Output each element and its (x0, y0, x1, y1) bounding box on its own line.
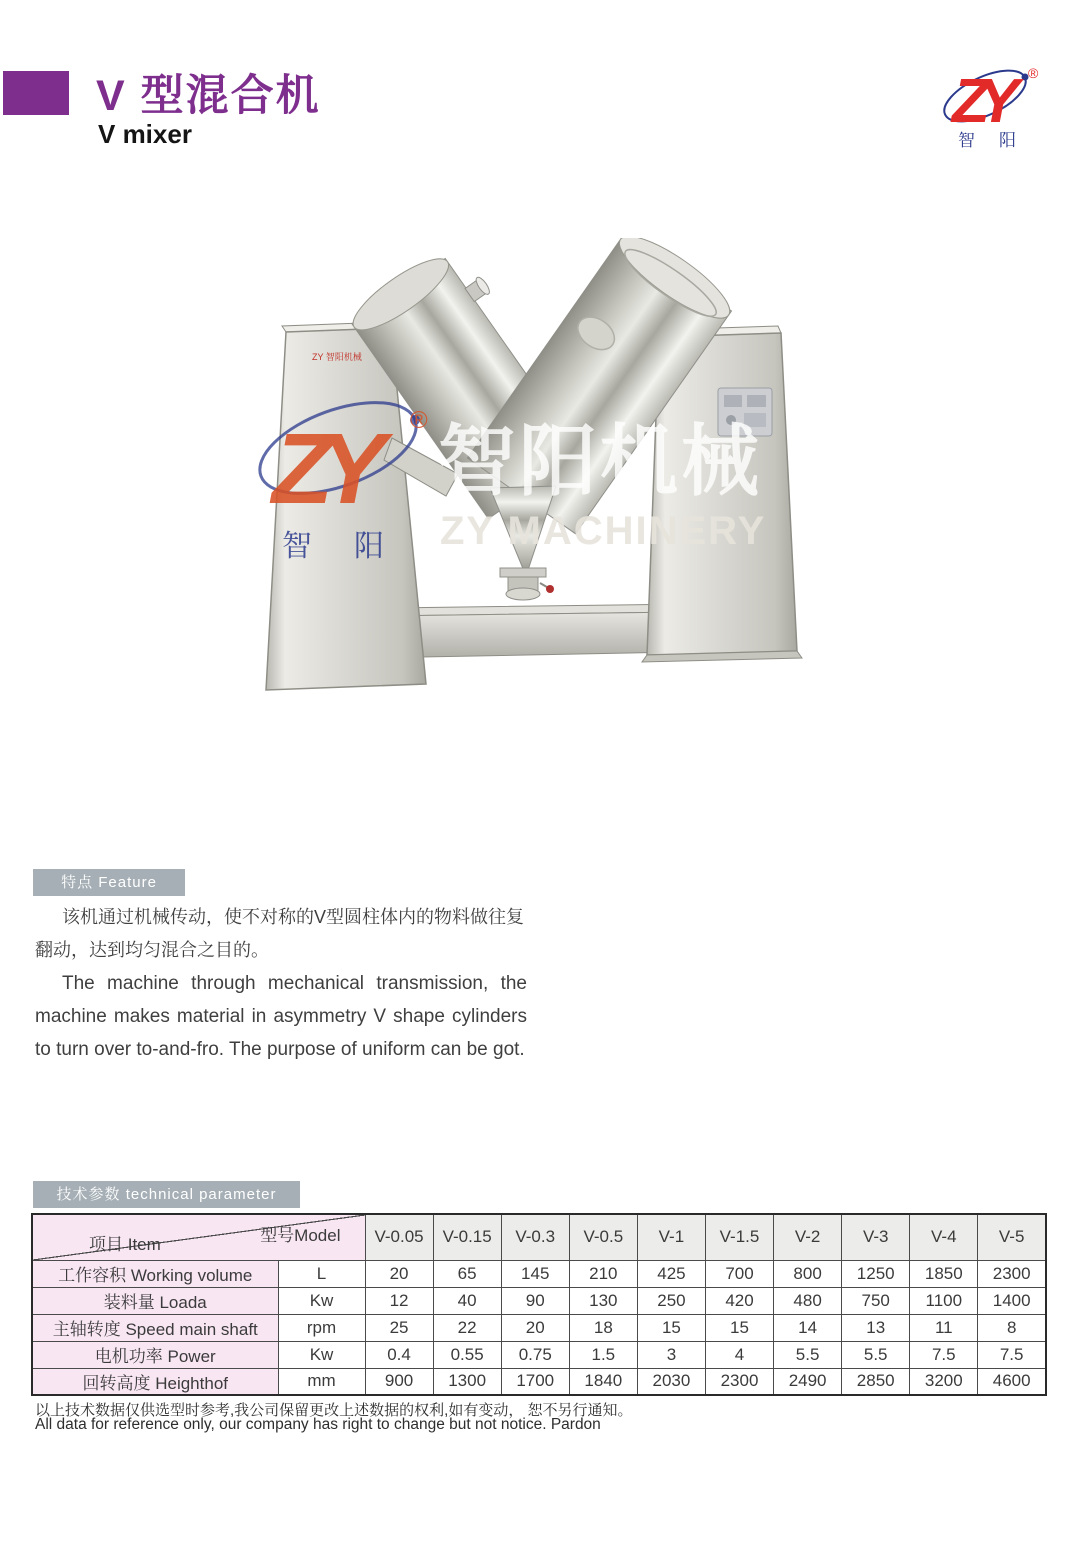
model-header-V-0.3: V-0.3 (501, 1214, 569, 1260)
value-cell: 2300 (705, 1368, 773, 1395)
value-cell: 1400 (978, 1287, 1046, 1314)
row-unit: mm (278, 1368, 365, 1395)
value-cell: 40 (433, 1287, 501, 1314)
value-cell: 65 (433, 1260, 501, 1287)
page-title: V 型混合机 (96, 72, 321, 120)
value-cell: 1.5 (569, 1341, 637, 1368)
value-cell: 0.55 (433, 1341, 501, 1368)
value-cell: 18 (569, 1314, 637, 1341)
value-cell: 5.5 (774, 1341, 842, 1368)
model-header-V-0.5: V-0.5 (569, 1214, 637, 1260)
logo-registered: ® (1028, 65, 1039, 81)
value-cell: 4600 (978, 1368, 1046, 1395)
value-cell: 2850 (842, 1368, 910, 1395)
model-header-V-1: V-1 (637, 1214, 705, 1260)
value-cell: 8 (978, 1314, 1046, 1341)
value-cell: 22 (433, 1314, 501, 1341)
model-header-V-4: V-4 (910, 1214, 978, 1260)
value-cell: 20 (365, 1260, 433, 1287)
value-cell: 900 (365, 1368, 433, 1395)
watermark-logo-zy: ZY (272, 413, 372, 525)
model-header-V-2: V-2 (774, 1214, 842, 1260)
value-cell: 5.5 (842, 1341, 910, 1368)
model-header-V-1.5: V-1.5 (705, 1214, 773, 1260)
row-unit: L (278, 1260, 365, 1287)
valve-handle (546, 585, 554, 593)
value-cell: 1840 (569, 1368, 637, 1395)
watermark-logo-registered: ® (410, 407, 428, 434)
corner-item-label: 项目 Item (89, 1234, 161, 1254)
value-cell: 7.5 (910, 1341, 978, 1368)
value-cell: 0.4 (365, 1341, 433, 1368)
feature-badge: 特点 Feature (33, 869, 185, 896)
value-cell: 480 (774, 1287, 842, 1314)
feature-paragraph-cn: 该机通过机械传动，使不对称的V型圆柱体内的物料做往复翻动，达到均匀混合之目的。 (35, 907, 525, 960)
value-cell: 7.5 (978, 1341, 1046, 1368)
value-cell: 750 (842, 1287, 910, 1314)
value-cell: 3200 (910, 1368, 978, 1395)
value-cell: 425 (637, 1260, 705, 1287)
value-cell: 800 (774, 1260, 842, 1287)
value-cell: 250 (637, 1287, 705, 1314)
logo-zy-text: ZY (952, 67, 1008, 136)
page-subtitle: V mixer (98, 119, 192, 149)
feature-text-block (35, 901, 527, 1066)
value-cell: 1300 (433, 1368, 501, 1395)
table-row (32, 1314, 1046, 1341)
value-cell: 11 (910, 1314, 978, 1341)
tech-parameter-table (31, 1213, 1047, 1396)
pedestal-brand-label: ZY 智阳机械 (312, 352, 362, 362)
value-cell: 2030 (637, 1368, 705, 1395)
value-cell: 25 (365, 1314, 433, 1341)
value-cell: 20 (501, 1314, 569, 1341)
value-cell: 3 (637, 1341, 705, 1368)
table-header-row (32, 1214, 1046, 1260)
row-label: 主轴转度 Speed main shaft (32, 1314, 278, 1341)
table-row (32, 1341, 1046, 1368)
corner-model-label: 型号Model (260, 1226, 341, 1245)
table-row (32, 1260, 1046, 1287)
model-header-V-5: V-5 (978, 1214, 1046, 1260)
value-cell: 12 (365, 1287, 433, 1314)
table-row (32, 1368, 1046, 1395)
value-cell: 0.75 (501, 1341, 569, 1368)
row-label: 回转高度 Heighthof (32, 1368, 278, 1395)
model-header-V-3: V-3 (842, 1214, 910, 1260)
product-image-v-mixer (250, 238, 810, 713)
row-label: 装料量 Loada (32, 1287, 278, 1314)
value-cell: 1850 (910, 1260, 978, 1287)
model-header-V-0.15: V-0.15 (433, 1214, 501, 1260)
row-unit: rpm (278, 1314, 365, 1341)
value-cell: 210 (569, 1260, 637, 1287)
disclaimer-en: All data for reference only, our company has right to change but not notice. Pardon (35, 1416, 601, 1433)
table-row (32, 1287, 1046, 1314)
watermark-logo-cn: 智阳 (282, 530, 426, 563)
tech-parameter-badge: 技术参数 technical parameter (33, 1181, 300, 1208)
value-cell: 13 (842, 1314, 910, 1341)
row-unit: Kw (278, 1341, 365, 1368)
value-cell: 15 (637, 1314, 705, 1341)
table-corner-cell (32, 1214, 365, 1260)
value-cell: 15 (705, 1314, 773, 1341)
value-cell: 90 (501, 1287, 569, 1314)
watermark-text-en: ZY MACHINERY (440, 509, 767, 553)
title-accent-block (3, 71, 69, 115)
value-cell: 1100 (910, 1287, 978, 1314)
value-cell: 4 (705, 1341, 773, 1368)
feature-paragraph-en: The machine through mechanical transmission, the machine makes material in asymmetry V shape cylinders to turn over to-and-fro. The purpose of uniform can be got. (35, 973, 527, 1060)
logo-cn-text: 智阳 (958, 131, 1040, 150)
row-label: 电机功率 Power (32, 1341, 278, 1368)
value-cell: 2300 (978, 1260, 1046, 1287)
row-label: 工作容积 Working volume (32, 1260, 278, 1287)
watermark-text-cn: 智阳机械 (438, 417, 763, 505)
value-cell: 1250 (842, 1260, 910, 1287)
row-unit: Kw (278, 1287, 365, 1314)
company-logo (942, 56, 1042, 154)
value-cell: 130 (569, 1287, 637, 1314)
model-header-V-0.05: V-0.05 (365, 1214, 433, 1260)
value-cell: 420 (705, 1287, 773, 1314)
value-cell: 2490 (774, 1368, 842, 1395)
value-cell: 14 (774, 1314, 842, 1341)
value-cell: 145 (501, 1260, 569, 1287)
value-cell: 1700 (501, 1368, 569, 1395)
value-cell: 700 (705, 1260, 773, 1287)
disclaimer-cn: 以上技术数据仅供选型时参考,我公司保留更改上述数据的权利,如有变动， 恕不另行通知。 (35, 1402, 633, 1419)
